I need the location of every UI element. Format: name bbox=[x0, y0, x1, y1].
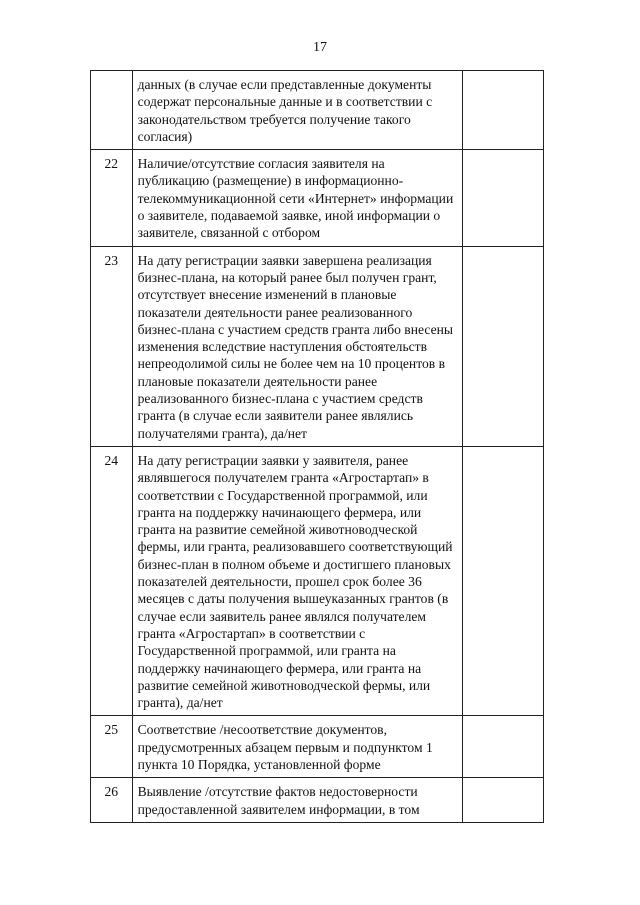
table-row bbox=[91, 71, 544, 150]
row-text-cell: На дату регистрации заявки у заявителя, ранее являвшегося получателем гранта «Агростартап» в соответствии с Государственной программой, или гранта на поддержку начинающего фермера, или гранта на развитие семейной животноводческой фермы, или гранта, реализовавшего соответствующий бизнес-план в полном объеме и достигшего плановых показателей деятельности, прошел срок более 36 месяцев с даты получения вышеуказанных грантов (в случае если заявитель ранее являлся получателем гранта «Агростартап» в соответствии с Государственной программой, или гранта на поддержку начинающего фермера, или гранта на развитие семейной животноводческой фермы, или гранта), да/нет bbox=[132, 446, 462, 715]
row-number-cell: 23 bbox=[91, 246, 133, 446]
row-text-cell: Соответствие /несоответствие документов, предусмотренных абзацем первым и подпунктом 1 пункта 10 Порядка, установленной форме bbox=[132, 716, 462, 778]
row-text-cell: Наличие/отсутствие согласия заявителя на публикацию (размещение) в информационно-телекоммуникационной сети «Интернет» информации о заявителе, подаваемой заявке, иной информации о заявителе, связанной с отбором bbox=[132, 150, 462, 246]
row-value-cell bbox=[463, 246, 544, 446]
row-number-cell: 26 bbox=[91, 778, 133, 823]
table-row bbox=[91, 778, 544, 823]
row-value-cell bbox=[463, 716, 544, 778]
row-number-cell: 25 bbox=[91, 716, 133, 778]
page-number: 17 bbox=[313, 40, 327, 55]
table-row bbox=[91, 716, 544, 778]
row-value-cell bbox=[463, 778, 544, 823]
row-text-cell: данных (в случае если представленные документы содержат персональные данные и в соответствии с законодательством требуется получение такого согласия) bbox=[132, 71, 462, 150]
table-row bbox=[91, 446, 544, 715]
row-number-cell: 22 bbox=[91, 150, 133, 246]
row-text-cell: Выявление /отсутствие фактов недостоверности предоставленной заявителем информации, в том bbox=[132, 778, 462, 823]
row-number-cell: 24 bbox=[91, 446, 133, 715]
table-row bbox=[91, 246, 544, 446]
row-value-cell bbox=[463, 150, 544, 246]
table-row bbox=[91, 150, 544, 246]
row-number-cell bbox=[91, 71, 133, 150]
criteria-table bbox=[90, 70, 544, 823]
row-value-cell bbox=[463, 446, 544, 715]
row-text-cell: На дату регистрации заявки завершена реализация бизнес-плана, на который ранее был получен грант, отсутствует внесение изменений в плановые показатели деятельности ранее реализованного бизнес-плана с участием средств гранта либо внесены изменения вследствие наступления обстоятельств непреодолимой силы не более чем на 10 процентов в плановые показатели деятельности ранее реализованного бизнес-плана с участием средств гранта (в случае если заявители ранее являлись получателями гранта), да/нет bbox=[132, 246, 462, 446]
row-value-cell bbox=[463, 71, 544, 150]
